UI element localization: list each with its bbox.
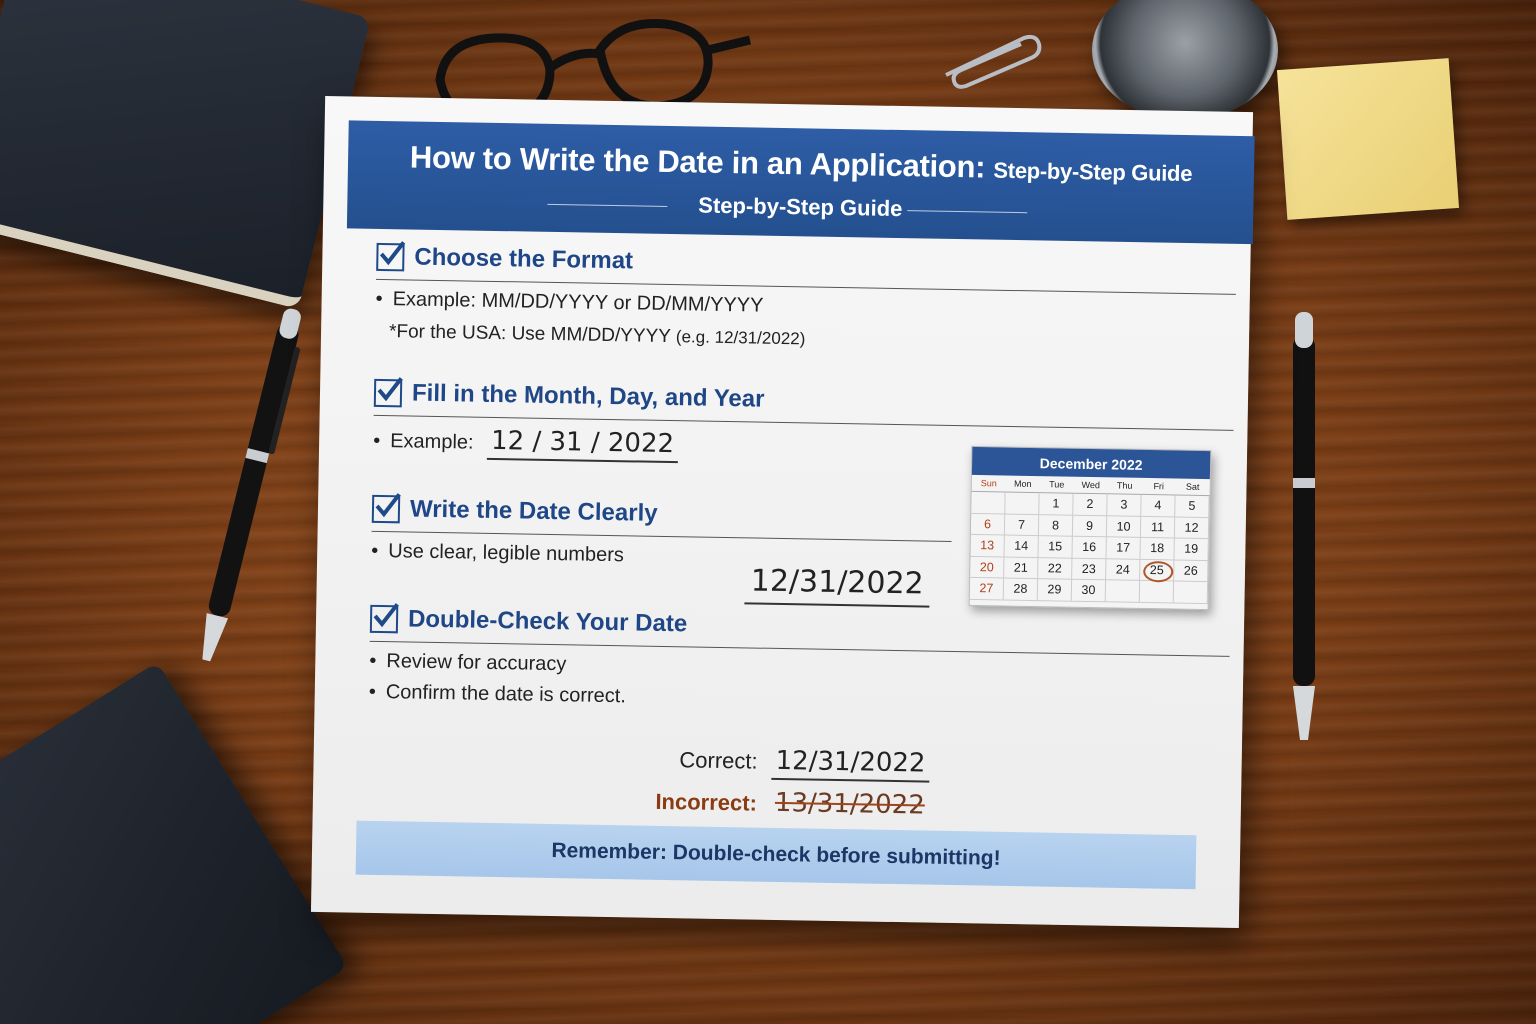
calendar-day: 16 [1072,537,1106,559]
guide-title-tail: Step-by-Step Guide [993,157,1193,187]
calendar-day: 7 [1005,514,1039,536]
sticky-note [1277,58,1459,220]
calendar-day [1174,581,1208,603]
checkbox-icon [372,495,400,523]
calendar-day: 22 [1038,558,1072,580]
step-write-clearly [371,495,952,573]
calendar-day [1106,580,1140,602]
calendar-day: 15 [1038,536,1072,558]
calendar-weekday: Sat [1176,478,1210,496]
calendar-day: 18 [1140,538,1174,560]
step-choose-format [375,243,1237,358]
calendar-month: December 2022 [972,447,1210,479]
paperclip-cup [1092,0,1278,120]
calendar-day: 26 [1174,560,1208,582]
calendar-day: 19 [1174,538,1208,560]
calendar-day [1140,581,1174,603]
calendar-day [1005,493,1039,515]
calendar-day: 28 [1004,579,1038,601]
reminder-banner: Remember: Double-check before submitting! [356,821,1197,890]
calendar-day: 17 [1106,537,1140,559]
step-title: Write the Date Clearly [409,495,658,527]
correct-example: Correct: 12/31/2022 [653,744,929,783]
calendar-weekday: Thu [1108,477,1142,495]
handwritten-date: 12/31/2022 [744,563,930,607]
example-date: 12 / 31 / 2022 [487,426,678,463]
calendar-day: 11 [1141,516,1175,538]
calendar-day: 24 [1106,559,1140,581]
list-item: • Review for accuracy [369,649,567,676]
step-title: Choose the Format [414,243,634,275]
calendar-day: 29 [1038,579,1072,601]
list-item: • Confirm the date is correct. [368,680,627,708]
step-title: Fill in the Month, Day, and Year [411,379,765,413]
calendar-day: 9 [1073,515,1107,537]
format-note: *For the USA: Use MM/DD/YYYY (e.g. 12/31/2022) [388,321,806,349]
pen-icon [196,300,306,670]
calendar-day: 10 [1107,516,1141,538]
checkbox-icon [370,605,398,633]
calendar-day: 21 [1004,557,1038,579]
calendar-day: 14 [1004,536,1038,558]
checkbox-icon [374,379,402,407]
calendar-weekday: Wed [1074,477,1108,495]
calendar-day: 20 [970,556,1004,578]
calendar-day: 4 [1141,495,1175,517]
checkbox-icon [376,243,404,271]
list-item: • Example: MM/DD/YYYY or DD/MM/YYYY [375,287,764,317]
calendar-day: 23 [1072,558,1106,580]
notebook [0,0,371,309]
calendar-day: 8 [1039,515,1073,537]
list-item: • Use clear, legible numbers [371,539,625,567]
calendar-weekday: Sun [972,475,1006,493]
calendar-day: 25 [1140,559,1174,581]
list-item: • Example: 12 / 31 / 2022 [373,424,1233,473]
calendar-day: 6 [971,513,1005,535]
pen-icon [1274,306,1334,746]
calendar-weekday: Fri [1142,478,1176,496]
step-double-check [369,605,1231,719]
calendar-day: 2 [1073,494,1107,516]
step-title: Double-Check Your Date [407,605,688,638]
calendar-day: 12 [1175,517,1209,539]
calendar-day: 27 [970,578,1004,600]
title-banner [347,120,1255,244]
guide-title: How to Write the Date in an Application: [409,139,986,185]
calendar-grid [970,475,1210,604]
calendar-day: 5 [1175,495,1209,517]
calendar-day [971,492,1005,514]
incorrect-example: Incorrect: 13/31/2022 [655,787,926,821]
calendar-day: 3 [1107,494,1141,516]
calendar-day: 30 [1072,580,1106,602]
calendar [969,446,1212,610]
guide-subtitle: Step-by-Step Guide [698,192,903,222]
calendar-day: 1 [1039,493,1073,515]
calendar-day: 13 [970,535,1004,557]
notebook [0,662,348,1024]
calendar-weekday: Mon [1006,476,1040,494]
calendar-weekday: Tue [1040,476,1074,494]
paperclip-icon [936,30,1046,90]
